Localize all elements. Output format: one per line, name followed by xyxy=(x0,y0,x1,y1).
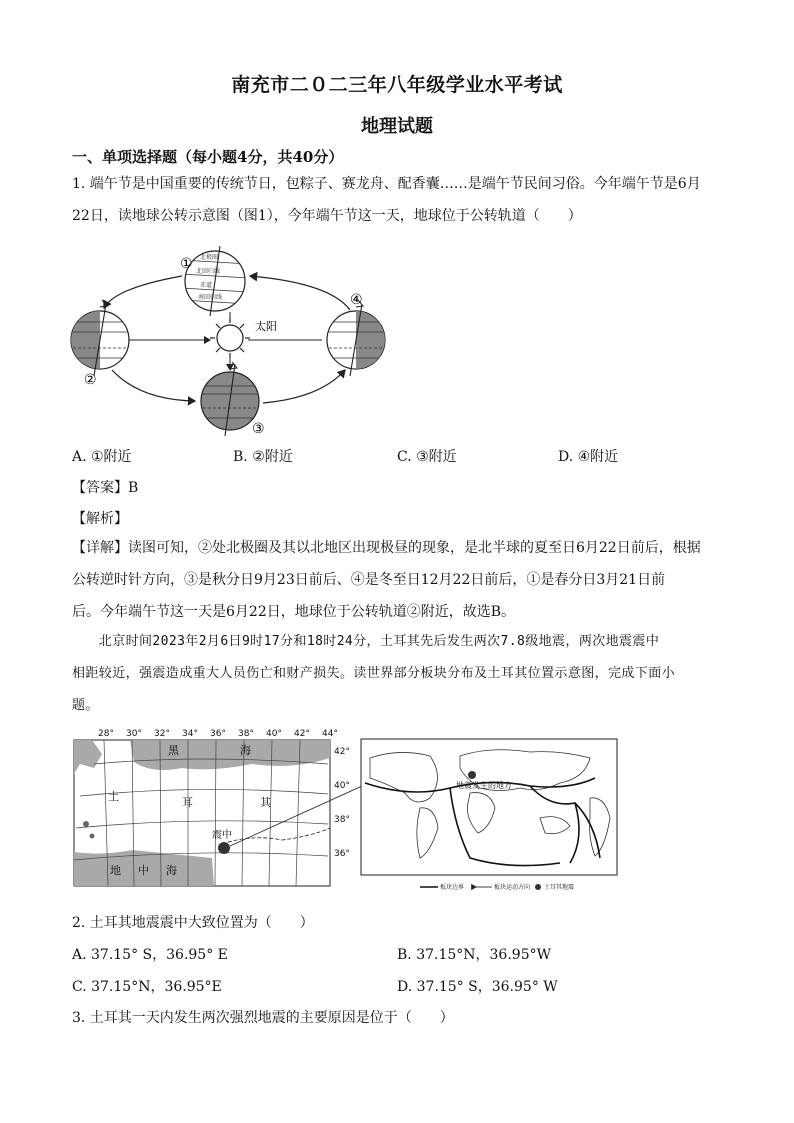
legend-plate-motion: 板块运动方向 xyxy=(494,884,531,891)
turkey-label: 其 xyxy=(260,796,271,809)
earth-revolution-figure xyxy=(60,238,400,438)
question-2-stem: 2. 土耳其地震震中大致位置为（ ） xyxy=(72,915,314,931)
sun-label: 太阳 xyxy=(255,320,277,333)
section-heading: 一、单项选择题（每小题4分，共40分） xyxy=(72,148,344,166)
lon-label: 30° xyxy=(126,729,142,739)
lat-label: 38° xyxy=(334,815,350,825)
question-1-option-c: C. ③附近 xyxy=(397,449,457,465)
question-1-option-a: A. ①附近 xyxy=(72,449,132,465)
orbit-arrow xyxy=(250,276,350,310)
black-sea-label: 黑 xyxy=(168,744,179,757)
question-1-line-1: 1. 端午节是中国重要的传统节日，包粽子、赛龙舟、配香囊……是端午节民间习俗。今年端午节是6月 xyxy=(72,176,701,192)
passage-line: 题。 xyxy=(72,698,99,713)
lon-label: 44° xyxy=(322,729,338,739)
position-1-label: ① xyxy=(180,256,193,272)
lat-label: 40° xyxy=(334,781,350,791)
med-label: 地 xyxy=(110,864,121,877)
question-2-option-d: D. 37.15° S，36.95° W xyxy=(397,979,558,995)
lon-label: 36° xyxy=(210,729,226,739)
lat-label: 南回归线 xyxy=(198,294,223,301)
lat-label: 36° xyxy=(334,849,350,859)
question-1-option-d: D. ④附近 xyxy=(558,449,619,465)
question-3-stem: 3. 土耳其一天内发生两次强烈地震的主要原因是位于（ ） xyxy=(72,1010,454,1026)
lat-label: 42° xyxy=(334,747,350,757)
orbit-arrow xyxy=(112,370,195,401)
question-2-option-c: C. 37.15°N，36.95°E xyxy=(72,979,222,995)
passage-line: 相距较近，强震造成重大人员伤亡和财产损失。读世界部分板块分布及土耳其位置示意图，完成下面小 xyxy=(72,666,676,681)
detail-line: 公转逆时针方向，③是秋分日9月23日前后、④是冬至日12月22日前后，①是春分日3月21日前 xyxy=(72,572,666,588)
position-3-label: ③ xyxy=(252,421,265,437)
med-label: 中 xyxy=(138,864,149,877)
lon-label: 34° xyxy=(182,729,198,739)
turkey-label: 土 xyxy=(108,790,119,803)
answer-line: 【答案】B xyxy=(72,480,139,496)
question-2-option-b: B. 37.15°N，36.95°W xyxy=(397,947,551,963)
position-2-label: ② xyxy=(84,372,97,388)
reading-passage xyxy=(72,626,722,722)
detail-line: 【详解】读图可知，②处北极圈及其以北地区出现极昼的现象，是北半球的夏至日6月22日前后，根据 xyxy=(72,540,701,556)
passage-line: 北京时间2023年2月6日9时17分和18时24分，土耳其先后发生两次7.8级地震，两次地震震中 xyxy=(72,634,660,649)
lon-label: 38° xyxy=(238,729,254,739)
question-2-option-a: A. 37.15° S，36.95° E xyxy=(72,947,228,963)
turkey-label: 耳 xyxy=(182,796,193,809)
question-1-detail xyxy=(72,532,722,628)
lat-label: 赤道 xyxy=(200,282,213,289)
earth-position-4 xyxy=(324,300,388,376)
lon-label: 28° xyxy=(98,729,114,739)
black-sea-label: 海 xyxy=(240,744,251,757)
turkey-map xyxy=(72,724,362,890)
earth-position-2 xyxy=(68,300,132,376)
page-title: 南充市二０二三年八年级学业水平考试 xyxy=(231,74,563,96)
analysis-tag: 【解析】 xyxy=(72,511,128,527)
world-plate-map xyxy=(360,738,622,898)
legend-turkey-quake: 土耳其地震 xyxy=(544,884,575,891)
orbit-arrow xyxy=(104,276,182,308)
page-subtitle: 地理试题 xyxy=(361,116,433,137)
island xyxy=(90,834,95,839)
lon-label: 32° xyxy=(154,729,170,739)
lat-label: 北极圈 xyxy=(200,254,219,261)
sun-icon xyxy=(210,318,250,358)
question-1-option-b: B. ②附近 xyxy=(233,449,293,465)
turkey-quake-marker xyxy=(468,771,476,779)
orbit-arrow xyxy=(263,370,345,403)
detail-line: 后。今年端午节这一天是6月22日，地球位于公转轨道②附近，故选B。 xyxy=(72,604,516,620)
lon-label: 42° xyxy=(294,729,310,739)
med-label: 海 xyxy=(166,864,177,877)
world-map-label: 地震发生的地方 xyxy=(456,781,512,790)
epicenter-marker xyxy=(218,842,230,854)
epicenter-label: 震中 xyxy=(212,830,232,841)
legend-plate-boundary: 板块边界 xyxy=(440,884,465,891)
question-1-line-2: 22日，读地球公转示意图（图1），今年端午节这一天，地球位于公转轨道（ ） xyxy=(72,208,582,224)
island xyxy=(83,821,89,827)
lon-label: 40° xyxy=(266,729,282,739)
lat-label: 北回归线 xyxy=(196,268,221,275)
position-4-label: ④ xyxy=(350,292,363,308)
question-1-stem xyxy=(72,168,722,232)
